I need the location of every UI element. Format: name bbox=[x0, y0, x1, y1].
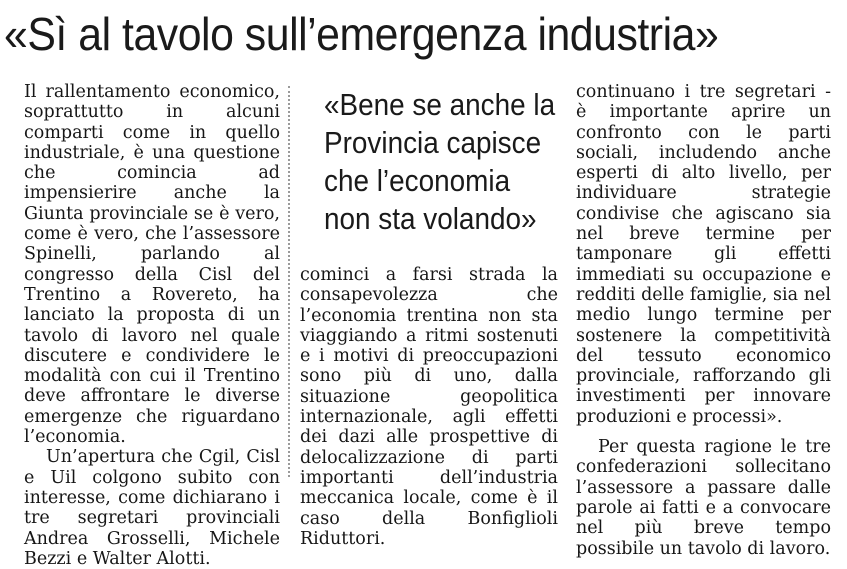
pull-quote-line: «Bene se anche la bbox=[324, 87, 556, 122]
column-divider bbox=[288, 86, 290, 477]
pull-quote-line: Provincia capisce bbox=[324, 125, 542, 160]
article-column-1 bbox=[24, 82, 280, 569]
column3-paragraph-2: Per questa ragione le tre confederazioni sollecitano l’assessore a passare dalle parole ai fatti e a convocare nel più breve tempo possibile un tavolo di lavoro. bbox=[576, 437, 831, 559]
pull-quote-line: che l’economia bbox=[324, 163, 511, 198]
pull-quote bbox=[324, 86, 556, 238]
article-column-3 bbox=[576, 82, 831, 559]
column3-paragraph-1: continuano i tre segretari - è importante aprire un confronto con le parti sociali, includendo anche esperti di alto livello, per individuare strategie condivise che agiscano sia nel breve termine per tamponare gli effetti immediati su occupazione e redditi delle famiglie, sia nel medio lungo termine per sostenere la competitività del tessuto economico provinciale, rafforzando gli investimenti per innovare produzioni e processi». bbox=[576, 82, 831, 427]
column1-paragraph-1: Il rallentamento economico, soprattutto in alcuni comparti come in quello industriale, è una questione che comincia ad impensierire anche la Giunta provinciale se è vero, come è vero, che l’assessore Spinelli, parlando al congresso della Cisl del Trentino a Rovereto, ha lanciato la proposta di un tavolo di lavoro nel quale discutere e condividere le modalità con cui il Trentino deve affrontare le diverse emergenze che riguardano l’economia. bbox=[24, 82, 280, 448]
pull-quote-line: non sta volando» bbox=[324, 201, 537, 236]
column2-paragraph-1: cominci a farsi strada la consapevolezza che l’economia trentina non sta viaggiando a ritmi sostenuti e i motivi di preoccupazioni sono più di uno, dalla situazione geopolitica internazionale, agli effetti dei dazi alle prospettive di delocalizzazione di parti importanti dell’industria meccanica locale, come è il caso della Bonfiglioli Riduttori. bbox=[300, 265, 558, 549]
column1-paragraph-2: Un’apertura che Cgil, Cisl e Uil colgono subito con interesse, come dichiarano i tre segretari provinciali Andrea Grosselli, Michele Bezzi e Walter Alotti. bbox=[24, 447, 280, 569]
article-headline: «Sì al tavolo sull’emergenza industria» bbox=[4, 8, 719, 60]
article-column-2 bbox=[300, 265, 558, 549]
